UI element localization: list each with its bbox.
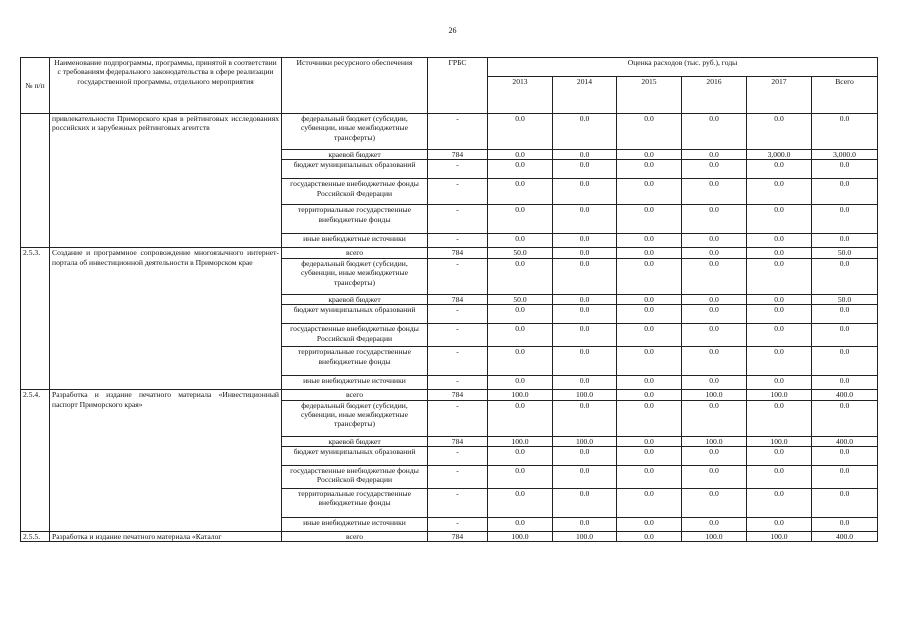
value-year-2016: 0.0 [682,400,747,436]
value-year-2013: 50.0 [488,248,553,258]
value-year-2017: 0.0 [747,305,812,324]
value-year-2013: 50.0 [488,294,553,304]
grbs-code: - [428,376,488,390]
value-total: 0.0 [812,447,878,466]
value-year-2015: 0.0 [617,518,682,532]
value-year-2017: 100.0 [747,436,812,446]
value-total: 3,000.0 [812,150,878,160]
grbs-code: - [428,179,488,205]
value-year-2015: 0.0 [617,376,682,390]
funding-source: иные внебюджетные источники [282,376,428,390]
value-year-2016: 0.0 [682,294,747,304]
value-year-2014: 0.0 [553,258,617,294]
value-year-2015: 0.0 [617,179,682,205]
header-source: Источники ресурсного обеспечения [282,58,428,114]
value-year-2016: 0.0 [682,489,747,518]
value-year-2017: 0.0 [747,447,812,466]
table-row [21,390,878,400]
value-year-2015: 0.0 [617,205,682,234]
value-year-2017: 0.0 [747,466,812,489]
value-year-2015: 0.0 [617,160,682,179]
funding-source: федеральный бюджет (субсидии, субвенции, иные межбюджетные трансферты) [282,114,428,150]
grbs-code: 784 [428,150,488,160]
value-year-2014: 0.0 [553,205,617,234]
funding-source: краевой бюджет [282,150,428,160]
header-year-2014: 2014 [553,77,617,114]
funding-source: федеральный бюджет (субсидии, субвенции, иные межбюджетные трансферты) [282,400,428,436]
value-year-2017: 0.0 [747,324,812,347]
funding-source: территориальные государственные внебюджетные фонды [282,489,428,518]
value-year-2017: 0.0 [747,518,812,532]
value-total: 0.0 [812,234,878,248]
funding-source: иные внебюджетные источники [282,518,428,532]
funding-source: территориальные государственные внебюджетные фонды [282,205,428,234]
value-year-2016: 0.0 [682,114,747,150]
value-year-2017: 0.0 [747,179,812,205]
grbs-code: 784 [428,532,488,542]
value-year-2016: 0.0 [682,160,747,179]
grbs-code: - [428,305,488,324]
value-year-2015: 0.0 [617,150,682,160]
value-year-2017: 0.0 [747,347,812,376]
grbs-code: - [428,205,488,234]
value-year-2016: 0.0 [682,258,747,294]
value-year-2016: 0.0 [682,305,747,324]
funding-source: всего [282,532,428,542]
table-row [21,114,878,150]
header-year-2017: 2017 [747,77,812,114]
grbs-code: - [428,347,488,376]
value-year-2016: 0.0 [682,347,747,376]
value-year-2014: 100.0 [553,390,617,400]
item-number: 2.5.4. [21,390,50,532]
value-year-2016: 0.0 [682,518,747,532]
value-year-2015: 0.0 [617,436,682,446]
value-year-2014: 0.0 [553,324,617,347]
grbs-code: 784 [428,294,488,304]
grbs-code: - [428,114,488,150]
header-year-2013: 2013 [488,77,553,114]
funding-source: государственные внебюджетные фонды Российской Федерации [282,179,428,205]
funding-source: государственные внебюджетные фонды Российской Федерации [282,324,428,347]
value-year-2015: 0.0 [617,532,682,542]
value-year-2014: 0.0 [553,347,617,376]
funding-source: бюджет муниципальных образований [282,160,428,179]
funding-source: территориальные государственные внебюджетные фонды [282,347,428,376]
value-year-2014: 0.0 [553,447,617,466]
value-year-2013: 100.0 [488,436,553,446]
value-total: 0.0 [812,376,878,390]
header-year-2015: 2015 [617,77,682,114]
budget-table [20,57,878,542]
value-year-2014: 0.0 [553,466,617,489]
page-number: 26 [448,26,457,35]
value-year-2014: 0.0 [553,400,617,436]
funding-source: всего [282,248,428,258]
funding-source: федеральный бюджет (субсидии, субвенции, иные межбюджетные трансферты) [282,258,428,294]
header-grbs: ГРБС [428,58,488,114]
value-total: 0.0 [812,518,878,532]
value-year-2016: 0.0 [682,179,747,205]
grbs-code: - [428,400,488,436]
grbs-code: - [428,160,488,179]
funding-source: бюджет муниципальных образований [282,447,428,466]
grbs-code: - [428,518,488,532]
value-year-2015: 0.0 [617,324,682,347]
value-total: 400.0 [812,390,878,400]
header-num: № п/п [21,58,50,114]
value-year-2014: 0.0 [553,160,617,179]
funding-source: бюджет муниципальных образований [282,305,428,324]
value-total: 0.0 [812,347,878,376]
table-row [21,532,878,542]
value-year-2014: 100.0 [553,532,617,542]
value-year-2015: 0.0 [617,294,682,304]
value-year-2016: 0.0 [682,447,747,466]
grbs-code: - [428,466,488,489]
value-year-2013: 0.0 [488,305,553,324]
grbs-code: 784 [428,436,488,446]
value-year-2013: 0.0 [488,179,553,205]
value-year-2014: 0.0 [553,489,617,518]
value-year-2014: 100.0 [553,436,617,446]
grbs-code: - [428,234,488,248]
value-total: 0.0 [812,400,878,436]
value-year-2014: 0.0 [553,376,617,390]
value-year-2013: 0.0 [488,518,553,532]
funding-source: краевой бюджет [282,294,428,304]
value-year-2017: 0.0 [747,376,812,390]
value-total: 0.0 [812,305,878,324]
value-year-2013: 0.0 [488,114,553,150]
value-year-2015: 0.0 [617,305,682,324]
value-year-2016: 0.0 [682,150,747,160]
value-year-2013: 0.0 [488,258,553,294]
value-year-2017: 0.0 [747,400,812,436]
value-year-2016: 0.0 [682,376,747,390]
value-year-2016: 0.0 [682,234,747,248]
item-name: Создание и программное сопровождение многоязычного интернет-портала об инвестиционной деятельности в Приморском крае [50,248,282,390]
value-year-2015: 0.0 [617,347,682,376]
value-year-2015: 0.0 [617,248,682,258]
value-year-2017: 0.0 [747,205,812,234]
value-year-2017: 3,000.0 [747,150,812,160]
value-year-2013: 0.0 [488,489,553,518]
item-name: Разработка и издание печатного материала «Инвестиционный паспорт Приморского края» [50,390,282,532]
value-total: 0.0 [812,324,878,347]
value-year-2013: 0.0 [488,150,553,160]
value-year-2016: 0.0 [682,248,747,258]
value-year-2016: 100.0 [682,436,747,446]
value-year-2016: 0.0 [682,324,747,347]
header-year-2016: 2016 [682,77,747,114]
value-year-2017: 0.0 [747,248,812,258]
table-row [21,248,878,258]
value-year-2013: 0.0 [488,466,553,489]
value-year-2013: 0.0 [488,160,553,179]
value-year-2017: 0.0 [747,294,812,304]
value-year-2014: 0.0 [553,234,617,248]
grbs-code: - [428,447,488,466]
value-total: 0.0 [812,466,878,489]
value-year-2015: 0.0 [617,390,682,400]
value-year-2017: 0.0 [747,160,812,179]
value-year-2013: 0.0 [488,324,553,347]
funding-source: краевой бюджет [282,436,428,446]
value-year-2017: 0.0 [747,114,812,150]
value-total: 50.0 [812,294,878,304]
funding-source: государственные внебюджетные фонды Российской Федерации [282,466,428,489]
funding-source: иные внебюджетные источники [282,234,428,248]
value-year-2015: 0.0 [617,258,682,294]
value-year-2015: 0.0 [617,447,682,466]
value-year-2016: 0.0 [682,466,747,489]
value-year-2015: 0.0 [617,466,682,489]
value-year-2017: 0.0 [747,234,812,248]
value-year-2017: 100.0 [747,390,812,400]
grbs-code: - [428,258,488,294]
value-year-2017: 0.0 [747,258,812,294]
item-number: 2.5.5. [21,532,50,542]
grbs-code: 784 [428,390,488,400]
grbs-code: 784 [428,248,488,258]
header-estimate: Оценка расходов (тыс. руб.), годы [488,58,878,77]
value-total: 400.0 [812,532,878,542]
value-year-2013: 0.0 [488,376,553,390]
value-year-2013: 0.0 [488,205,553,234]
value-total: 0.0 [812,205,878,234]
item-name: Разработка и издание печатного материала «Каталог [50,532,282,542]
value-year-2013: 0.0 [488,400,553,436]
value-total: 50.0 [812,248,878,258]
value-year-2015: 0.0 [617,234,682,248]
value-total: 400.0 [812,436,878,446]
item-name: привлекательности Приморского края в рейтинговых исследованиях российских и зарубежных рейтинговых агентств [50,114,282,248]
grbs-code: - [428,489,488,518]
value-year-2014: 0.0 [553,518,617,532]
item-number: 2.5.3. [21,248,50,390]
item-number [21,114,50,248]
value-total: 0.0 [812,179,878,205]
value-year-2016: 0.0 [682,205,747,234]
value-year-2017: 0.0 [747,489,812,518]
value-year-2014: 0.0 [553,248,617,258]
value-year-2015: 0.0 [617,114,682,150]
value-year-2014: 0.0 [553,294,617,304]
value-total: 0.0 [812,114,878,150]
value-year-2015: 0.0 [617,400,682,436]
value-year-2016: 100.0 [682,532,747,542]
value-year-2014: 0.0 [553,114,617,150]
value-year-2013: 0.0 [488,447,553,466]
value-year-2013: 0.0 [488,347,553,376]
value-total: 0.0 [812,160,878,179]
value-year-2014: 0.0 [553,305,617,324]
funding-source: всего [282,390,428,400]
grbs-code: - [428,324,488,347]
value-year-2014: 0.0 [553,179,617,205]
header-total: Всего [812,77,878,114]
value-total: 0.0 [812,258,878,294]
value-year-2015: 0.0 [617,489,682,518]
value-year-2013: 100.0 [488,390,553,400]
value-year-2013: 100.0 [488,532,553,542]
value-year-2017: 100.0 [747,532,812,542]
value-year-2013: 0.0 [488,234,553,248]
table-body [21,114,878,542]
value-year-2014: 0.0 [553,150,617,160]
value-year-2016: 100.0 [682,390,747,400]
header-name: Наименование подпрограммы, программы, принятой в соответствии с требованиям федерального законодательства в сфере реализации государственной программы, отдельного мероприятия [50,58,282,114]
value-total: 0.0 [812,489,878,518]
